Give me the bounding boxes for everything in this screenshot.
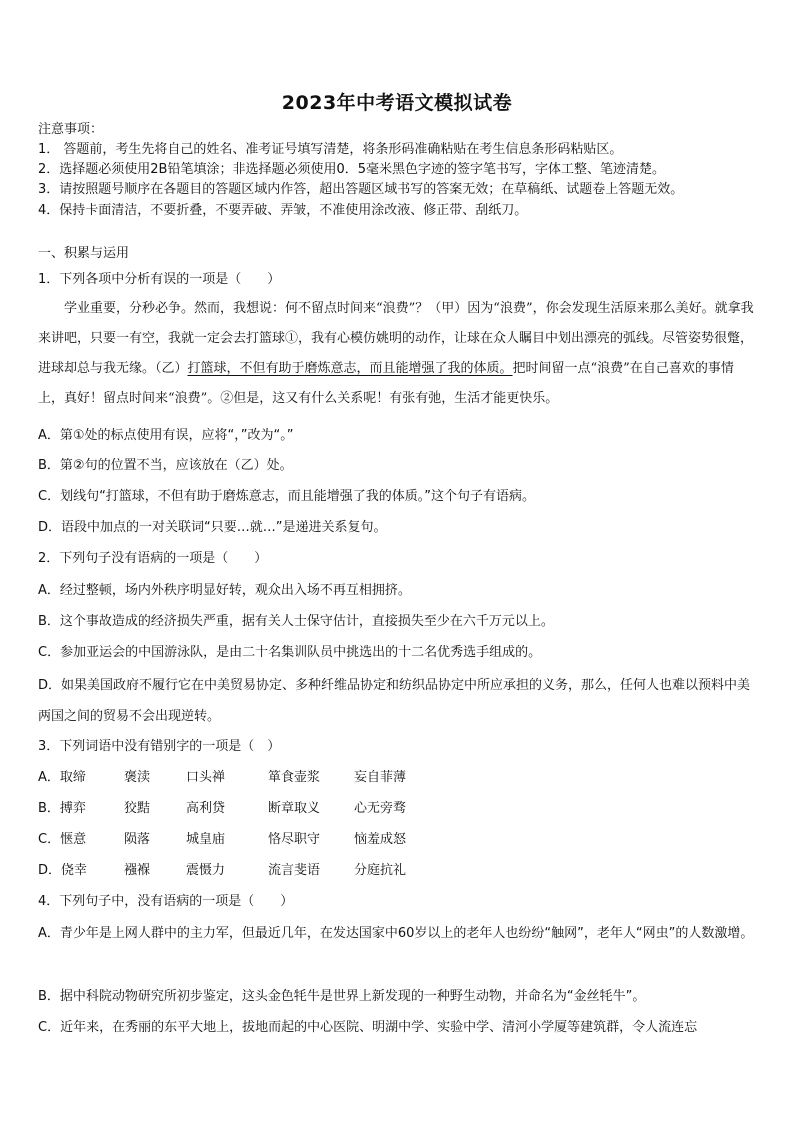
section-heading: 一、积累与运用	[38, 246, 130, 261]
question-1-option-c: C．划线句“打篮球，不但有助于磨炼意志，而且能增强了我的体质。”这个句子有语病。	[38, 489, 536, 504]
word-option: 狡黠	[124, 801, 151, 816]
word-option: 妄自菲薄	[354, 770, 407, 785]
question-4-option-b: B．据中科院动物研究所初步鉴定，这头金色牦牛是世界上新发现的一种野生动物，并命名为“金丝牦牛”。	[38, 989, 646, 1004]
question-2-option-a: A．经过整顿，场内外秩序明显好转，观众出入场不再互相拥挤。	[38, 583, 411, 598]
word-option: 襁褓	[124, 863, 151, 878]
word-option: 心无旁骛	[354, 801, 407, 816]
passage-text: 学业重要，分秒必争。然而，我想说：何不留点时间来“浪费”？（甲）因为“浪费”，你会发现生活原来那么美好。就拿我来讲吧，只要一有空，我就一定会去打篮球①，我有心模仿姚明的动作，让球在众人瞩目中划出漂亮的弧线。尽管姿势很蹩，进球却总与我无缘。（乙）	[38, 301, 754, 376]
question-2-option-d: D．如果美国政府不履行它在中美贸易协定、多种纤维品协定和纺织品协定中所应承担的义务，那么，任何人也难以预料中美两国之间的贸易不会出现逆转。	[38, 678, 751, 724]
word-option: 分庭抗礼	[354, 863, 407, 878]
word-option: B．搏弈	[38, 801, 86, 816]
word-option: 高利贷	[186, 801, 226, 816]
word-option: 城皇庙	[186, 832, 226, 847]
question-1-option-b: B．第②句的位置不当，应该放在（乙）处。	[38, 458, 293, 473]
passage-text: 把时间留一点“浪费”在自己喜欢的事情上，真好！留点时间来“浪费”。②但是，这又有什么关系呢！有张有弛，生活才能更快乐。	[38, 361, 734, 406]
word-option: D．侥幸	[38, 863, 88, 878]
word-option: 恪尽职守	[268, 832, 321, 847]
notice-item: 4．保持卡面清洁，不要折叠，不要弄破、弄皱，不准使用涂改液、修正带、刮纸刀。	[38, 203, 528, 218]
page-title: 2023年中考语文模拟试卷	[281, 92, 513, 114]
question-1-option-a: A．第①处的标点使用有误，应将“，”改为“。”	[38, 428, 294, 443]
word-option: 口头禅	[186, 770, 226, 785]
word-option: 恼羞成怒	[354, 832, 407, 847]
notice-item: 1． 答题前，考生先将自己的姓名、准考证号填写清楚，将条形码准确粘贴在考生信息条形码粘贴区。	[38, 142, 623, 157]
word-option: 流言斐语	[268, 863, 321, 878]
question-4-stem: 4．下列句子中，没有语病的一项是（ ）	[38, 894, 294, 909]
question-3-row	[38, 768, 406, 788]
underlined-sentence: 打篮球，不但有助于磨炼意志，而且能增强了我的体质。	[187, 361, 513, 376]
question-3-row	[38, 830, 406, 850]
word-option: 箪食壶浆	[268, 770, 321, 785]
notice-heading: 注意事项：	[38, 122, 104, 137]
notice-item: 3．请按照题号顺序在各题目的答题区域内作答，超出答题区域书写的答案无效；在草稿纸、试题卷上答题无效。	[38, 182, 684, 197]
word-option: 褒渎	[124, 770, 151, 785]
word-option: A．取缔	[38, 770, 86, 785]
word-option: 陨落	[124, 832, 151, 847]
question-1-option-d: D．语段中加点的一对关联词“只要…就…”是递进关系复句。	[38, 520, 387, 535]
question-4-option-a: A．青少年是上网人群中的主力军，但最近几年，在发达国家中60岁以上的老年人也纷纷“触网”，老年人“网虫”的人数激增。	[38, 926, 754, 941]
question-3-row	[38, 799, 406, 819]
question-2-option-b: B．这个事故造成的经济损失严重，据有关人士保守估计，直接损失至少在六千万元以上。	[38, 614, 554, 629]
word-option: C．惬意	[38, 832, 87, 847]
question-2-stem: 2．下列句子没有语病的一项是（ ）	[38, 551, 268, 566]
question-1-passage	[38, 294, 758, 414]
word-option: 震慑力	[186, 863, 226, 878]
question-3-stem: 3．下列词语中没有错别字的一项是（ ）	[38, 739, 281, 754]
notice-item: 2．选择题必须使用2B铅笔填涂；非选择题必须使用0．5毫米黑色字迹的签字笔书写，字体工整、笔迹清楚。	[38, 162, 666, 177]
question-1-stem: 1．下列各项中分析有误的一项是（ ）	[38, 272, 281, 287]
word-option: 断章取义	[268, 801, 321, 816]
question-3-row	[38, 861, 406, 881]
question-4-option-c: C．近年来，在秀丽的东平大地上，拔地而起的中心医院、明湖中学、实验中学、清河小学厦等建筑群，令人流连忘	[38, 1020, 698, 1035]
question-2-option-c: C．参加亚运会的中国游泳队，是由二十名集训队员中挑选出的十二名优秀选手组成的。	[38, 645, 542, 660]
